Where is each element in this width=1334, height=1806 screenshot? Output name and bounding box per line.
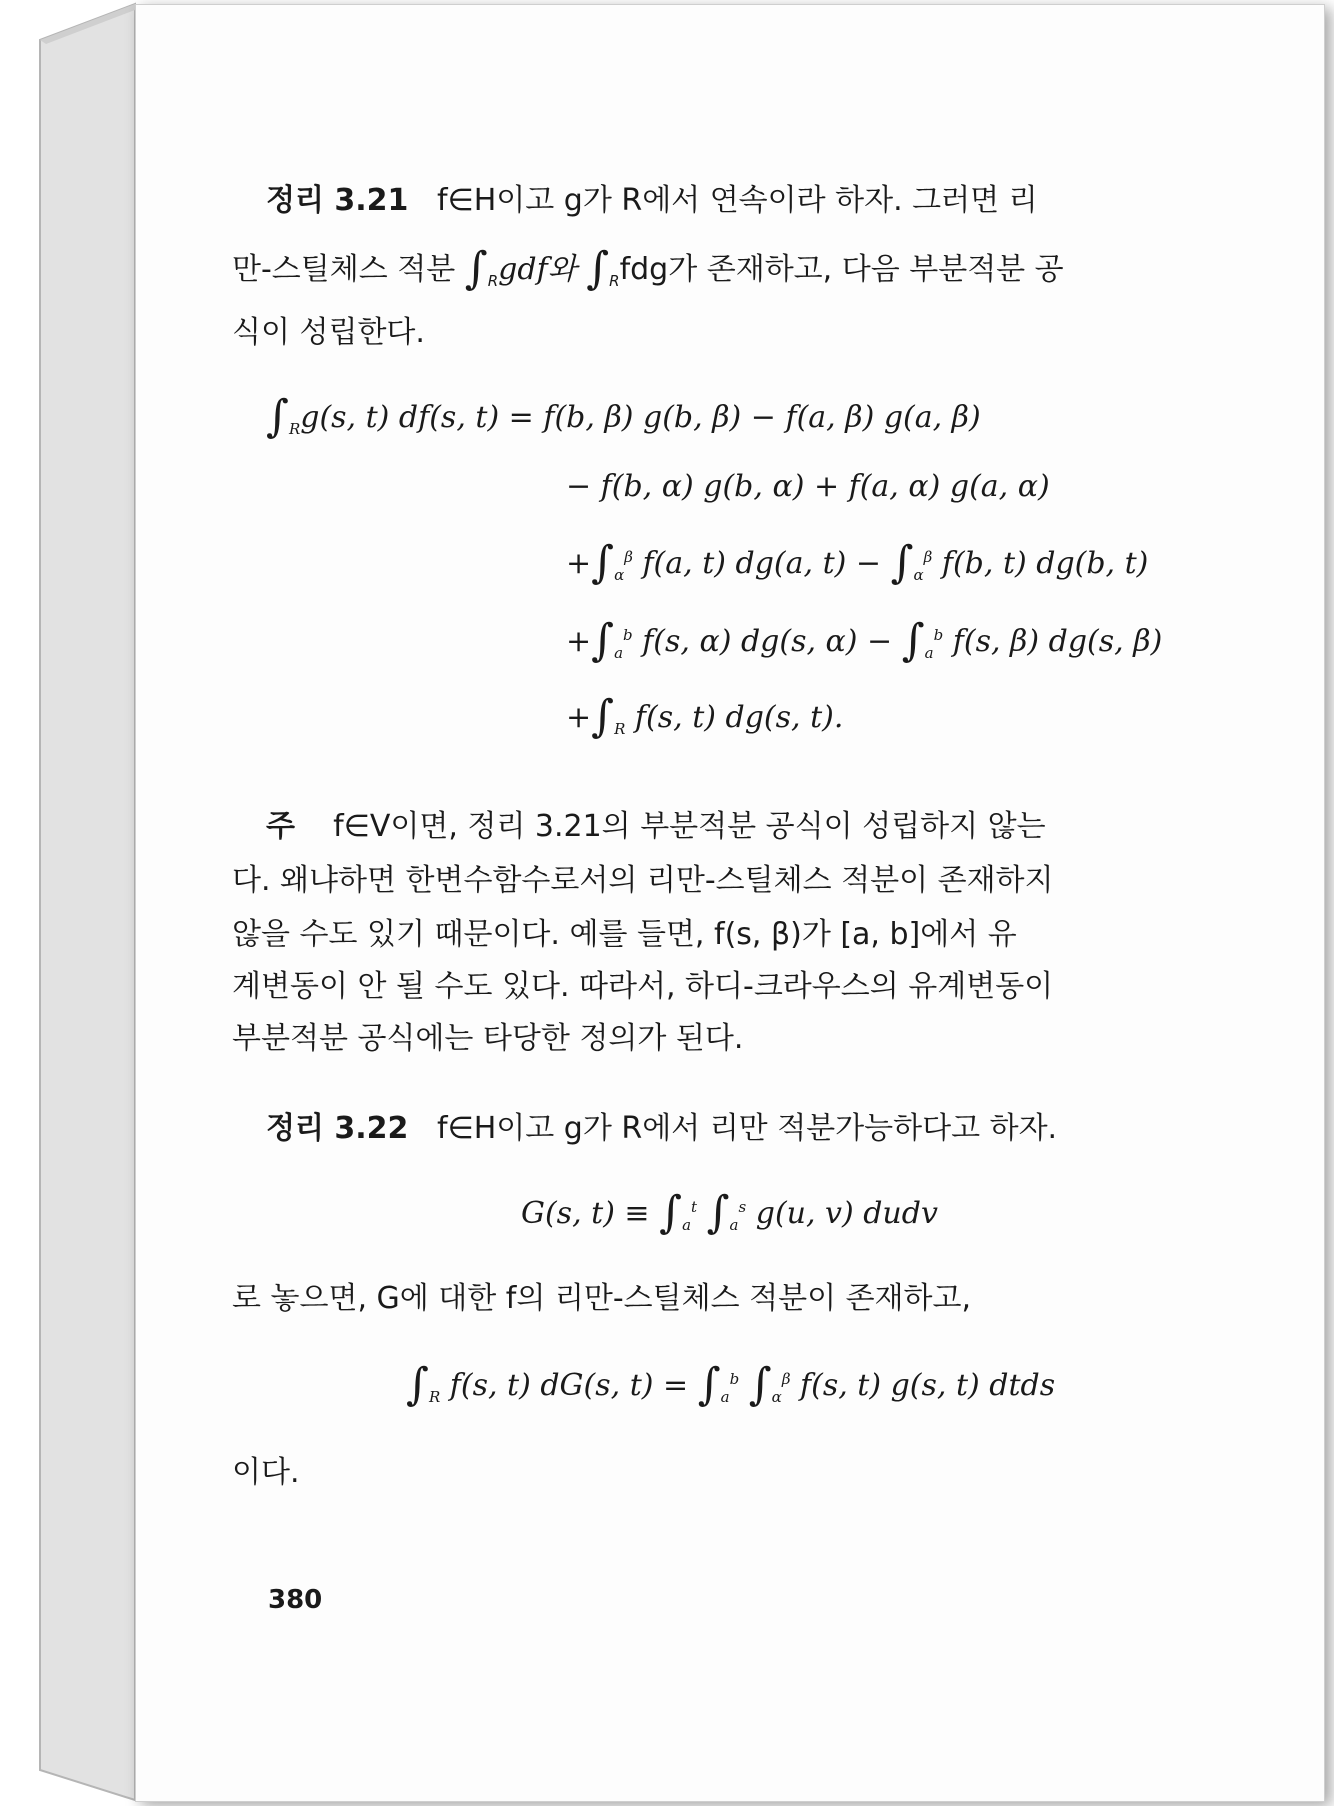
theorem-322-line2 <box>232 1279 971 1319</box>
note-text: 다. 왜냐하면 한변수함수로서의 리만-스틸체스 적분이 존재하지 <box>232 863 1054 898</box>
integral-lower-limit: α <box>614 566 625 584</box>
integral-sign: ∫ <box>591 537 615 588</box>
integral-sign: ∫ <box>266 391 289 442</box>
integral-sign: ∫ <box>706 1187 730 1238</box>
integral-sign: ∫ <box>406 1359 429 1410</box>
integral-lower-limit: R <box>288 420 301 438</box>
integral-sign: ∫ <box>697 1359 721 1410</box>
integral-lower-limit: a <box>720 1388 730 1406</box>
integral-lower-limit: a <box>614 644 624 662</box>
integral-sign: ∫ <box>586 243 610 294</box>
integral-lower-limit: α <box>771 1388 782 1406</box>
note-text: 계변동이 안 될 수도 있다. 따라서, 하디-크라우스의 유계변동이 <box>232 969 1054 1004</box>
theorem-text: f∈H이고 g가 R에서 연속이라 하자. 그러면 리 <box>437 183 1038 218</box>
integral-lower-limit: a <box>729 1216 739 1234</box>
theorem-321-line3 <box>232 313 425 353</box>
integral-sign: ∫ <box>901 615 925 666</box>
note-text: 부분적분 공식에는 타당한 정의가 된다. <box>232 1021 744 1056</box>
formula-text: f(s, β) dg(s, β) <box>952 624 1163 659</box>
integral-lower-limit: a <box>924 644 934 662</box>
note-label: 주 <box>266 809 295 844</box>
note-line3 <box>232 915 1017 955</box>
integral-lower-limit: R <box>487 272 499 290</box>
theorem-321-line1 <box>266 181 1038 221</box>
theorem-text: 식이 성립한다. <box>232 315 425 350</box>
integral-upper-limit: b <box>623 626 633 644</box>
formula-text: f(s, t) g(s, t) dtds <box>800 1368 1056 1403</box>
integral-upper-limit: β <box>781 1370 791 1388</box>
integral-upper-limit: b <box>729 1370 740 1388</box>
theorem-text: 로 놓으면, G에 대한 f의 리만-스틸체스 적분이 존재하고, <box>232 1281 972 1316</box>
theorem-text: fdg가 존재하고, 다음 부분적분 공 <box>619 252 1064 287</box>
formula-text: f(s, t) dg(s, t). <box>634 700 844 735</box>
integral-upper-limit: β <box>923 548 933 566</box>
formula-line-2 <box>566 465 1050 509</box>
formula-text: g(u, v) dudv <box>755 1196 938 1231</box>
integral-lower-limit: R <box>609 272 620 290</box>
note-line4 <box>232 967 1053 1007</box>
integral-upper-limit: b <box>933 626 944 644</box>
integral-sign: ∫ <box>890 537 914 588</box>
formula-line-3: $+\int_\alpha^\beta$ f(a, t) dg(a, $t) - \int_\alpha^\beta$ f(b, t) dg(b, t) <box>566 537 1149 588</box>
note-line2 <box>232 861 1054 901</box>
formula-G <box>521 1185 938 1247</box>
integral-lower-limit: α <box>913 566 924 584</box>
formula-text: − f(b, α) g(b, α) + f(a, α) g(a, α) <box>566 469 1050 504</box>
integral-sign: ∫ <box>464 243 488 294</box>
formula-line-1 <box>266 391 981 451</box>
theorem-text: f∈H이고 g가 R에서 리만 적분가능하다고 하자. <box>437 1111 1058 1146</box>
integral-sign: ∫ <box>659 1187 683 1238</box>
page <box>135 4 1325 1802</box>
integral-lower-limit: R <box>428 1388 441 1406</box>
book-spine <box>0 0 140 1806</box>
note-line5 <box>232 1019 743 1059</box>
integral-sign: ∫ <box>591 615 615 666</box>
theorem-text: gdf와 <box>498 252 577 287</box>
formula-text: f(s, α) dg(s, α) − <box>642 624 893 659</box>
note-text: f∈V이면, 정리 3.21의 부분적분 공식이 성립하지 않는 <box>333 809 1046 844</box>
integral-upper-limit: β <box>624 548 633 566</box>
formula-line-5: $+\int_R$ f(s, t) dg(s, t). <box>566 691 844 742</box>
note-line1 <box>266 807 1046 847</box>
formula-line-4: $+\int_a^b$ f(s, α) dg(s, $\alpha) - \int_a^b$ f(s, β) dg(s, β) <box>566 615 1163 666</box>
integral-lower-limit: R <box>614 720 626 738</box>
integral-upper-limit: t <box>691 1198 698 1216</box>
theorem-321-line2 <box>232 245 1064 301</box>
theorem-label: 정리 3.21 <box>266 183 409 218</box>
formula-text: f(a, t) dg(a, t) − <box>642 546 882 581</box>
integral-sign: ∫ <box>591 691 615 742</box>
integral-sign: ∫ <box>748 1359 772 1410</box>
theorem-322-line3 <box>232 1453 300 1493</box>
formula-text: G(s, t) ≡ <box>521 1196 650 1231</box>
formula-322 <box>406 1357 1055 1419</box>
integral-lower-limit: a <box>682 1216 692 1234</box>
integral-upper-limit: s <box>738 1198 747 1216</box>
formula-text: f(s, t) dG(s, t) = <box>449 1368 689 1403</box>
theorem-322-line1 <box>266 1109 1057 1149</box>
formula-text: f(b, t) dg(b, t) <box>941 546 1149 581</box>
page-number: 380 <box>268 1585 323 1615</box>
theorem-label: 정리 3.22 <box>266 1111 409 1146</box>
note-text: 않을 수도 있기 때문이다. 예를 들면, f(s, β)가 [a, b]에서 유 <box>232 917 1017 952</box>
formula-text: g(s, t) df(s, t) = f(b, β) g(b, β) − f(a, β) g(a, β) <box>300 400 981 435</box>
theorem-text: 만-스틸체스 적분 <box>232 252 456 287</box>
theorem-text: 이다. <box>232 1455 300 1490</box>
